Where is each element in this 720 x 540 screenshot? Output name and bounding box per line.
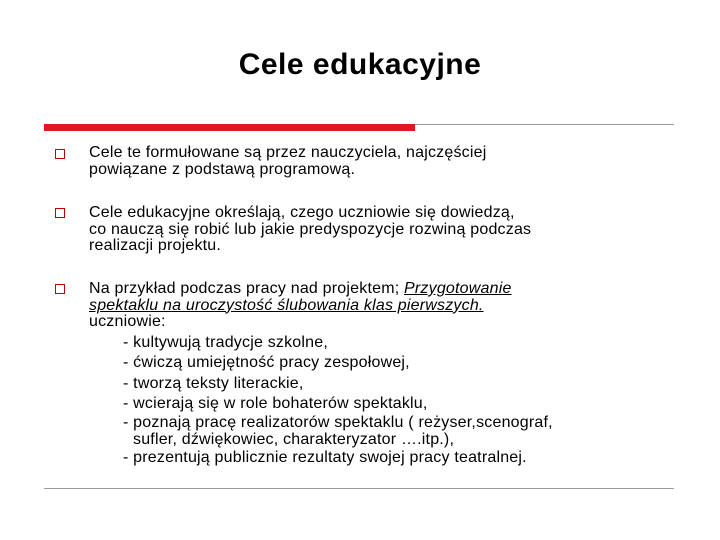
sub-list xyxy=(89,333,689,469)
sub-item: - prezentują publicznie rezultaty swojej pracy teatralnej. xyxy=(123,449,527,466)
bullet-square-icon xyxy=(55,149,65,159)
sub-item: - kultywują tradycje szkolne, xyxy=(123,333,328,351)
bullet-line: realizacji projektu. xyxy=(89,237,222,254)
bullet-square-icon xyxy=(55,284,65,294)
sub-item: sufler, dźwiękowiec, charakteryzator ….itp.), xyxy=(133,431,455,448)
bottom-divider xyxy=(44,488,674,489)
bullet-item-1 xyxy=(89,145,689,178)
sub-item: - poznają pracę realizatorów spektaklu ( reżyser,scenograf, xyxy=(123,413,553,431)
bullet-line: powiązane z podstawą programową. xyxy=(89,160,356,178)
project-title-link[interactable]: spektaklu na uroczystość ślubowania klas pierwszych. xyxy=(89,296,484,314)
bullet-line: co nauczą się robić lub jakie predyspozycje rozwiną podczas xyxy=(89,220,532,238)
slide-title: Cele edukacyjne xyxy=(238,48,482,81)
bullet-line xyxy=(89,281,689,298)
bullet-square-icon xyxy=(55,208,65,218)
bullet-item-3 xyxy=(89,281,689,469)
sub-item: - wcierają się w role bohaterów spektaklu, xyxy=(123,395,428,412)
sub-item: - tworzą teksty literackie, xyxy=(123,374,304,392)
accent-bar xyxy=(44,124,415,131)
bullet-line: Cele edukacyjne określają, czego uczniowie się dowiedzą, xyxy=(89,204,515,221)
sub-item: - ćwiczą umiejętność pracy zespołowej, xyxy=(123,354,410,371)
bullet-line: uczniowie: xyxy=(89,313,166,330)
bullet-item-2 xyxy=(89,205,689,255)
bullet-line: Cele te formułowane są przez nauczyciela, najczęściej xyxy=(89,144,487,161)
project-title-link[interactable]: Przygotowanie xyxy=(404,280,512,297)
bullet-intro: Na przykład podczas pracy nad projektem; xyxy=(89,280,405,297)
